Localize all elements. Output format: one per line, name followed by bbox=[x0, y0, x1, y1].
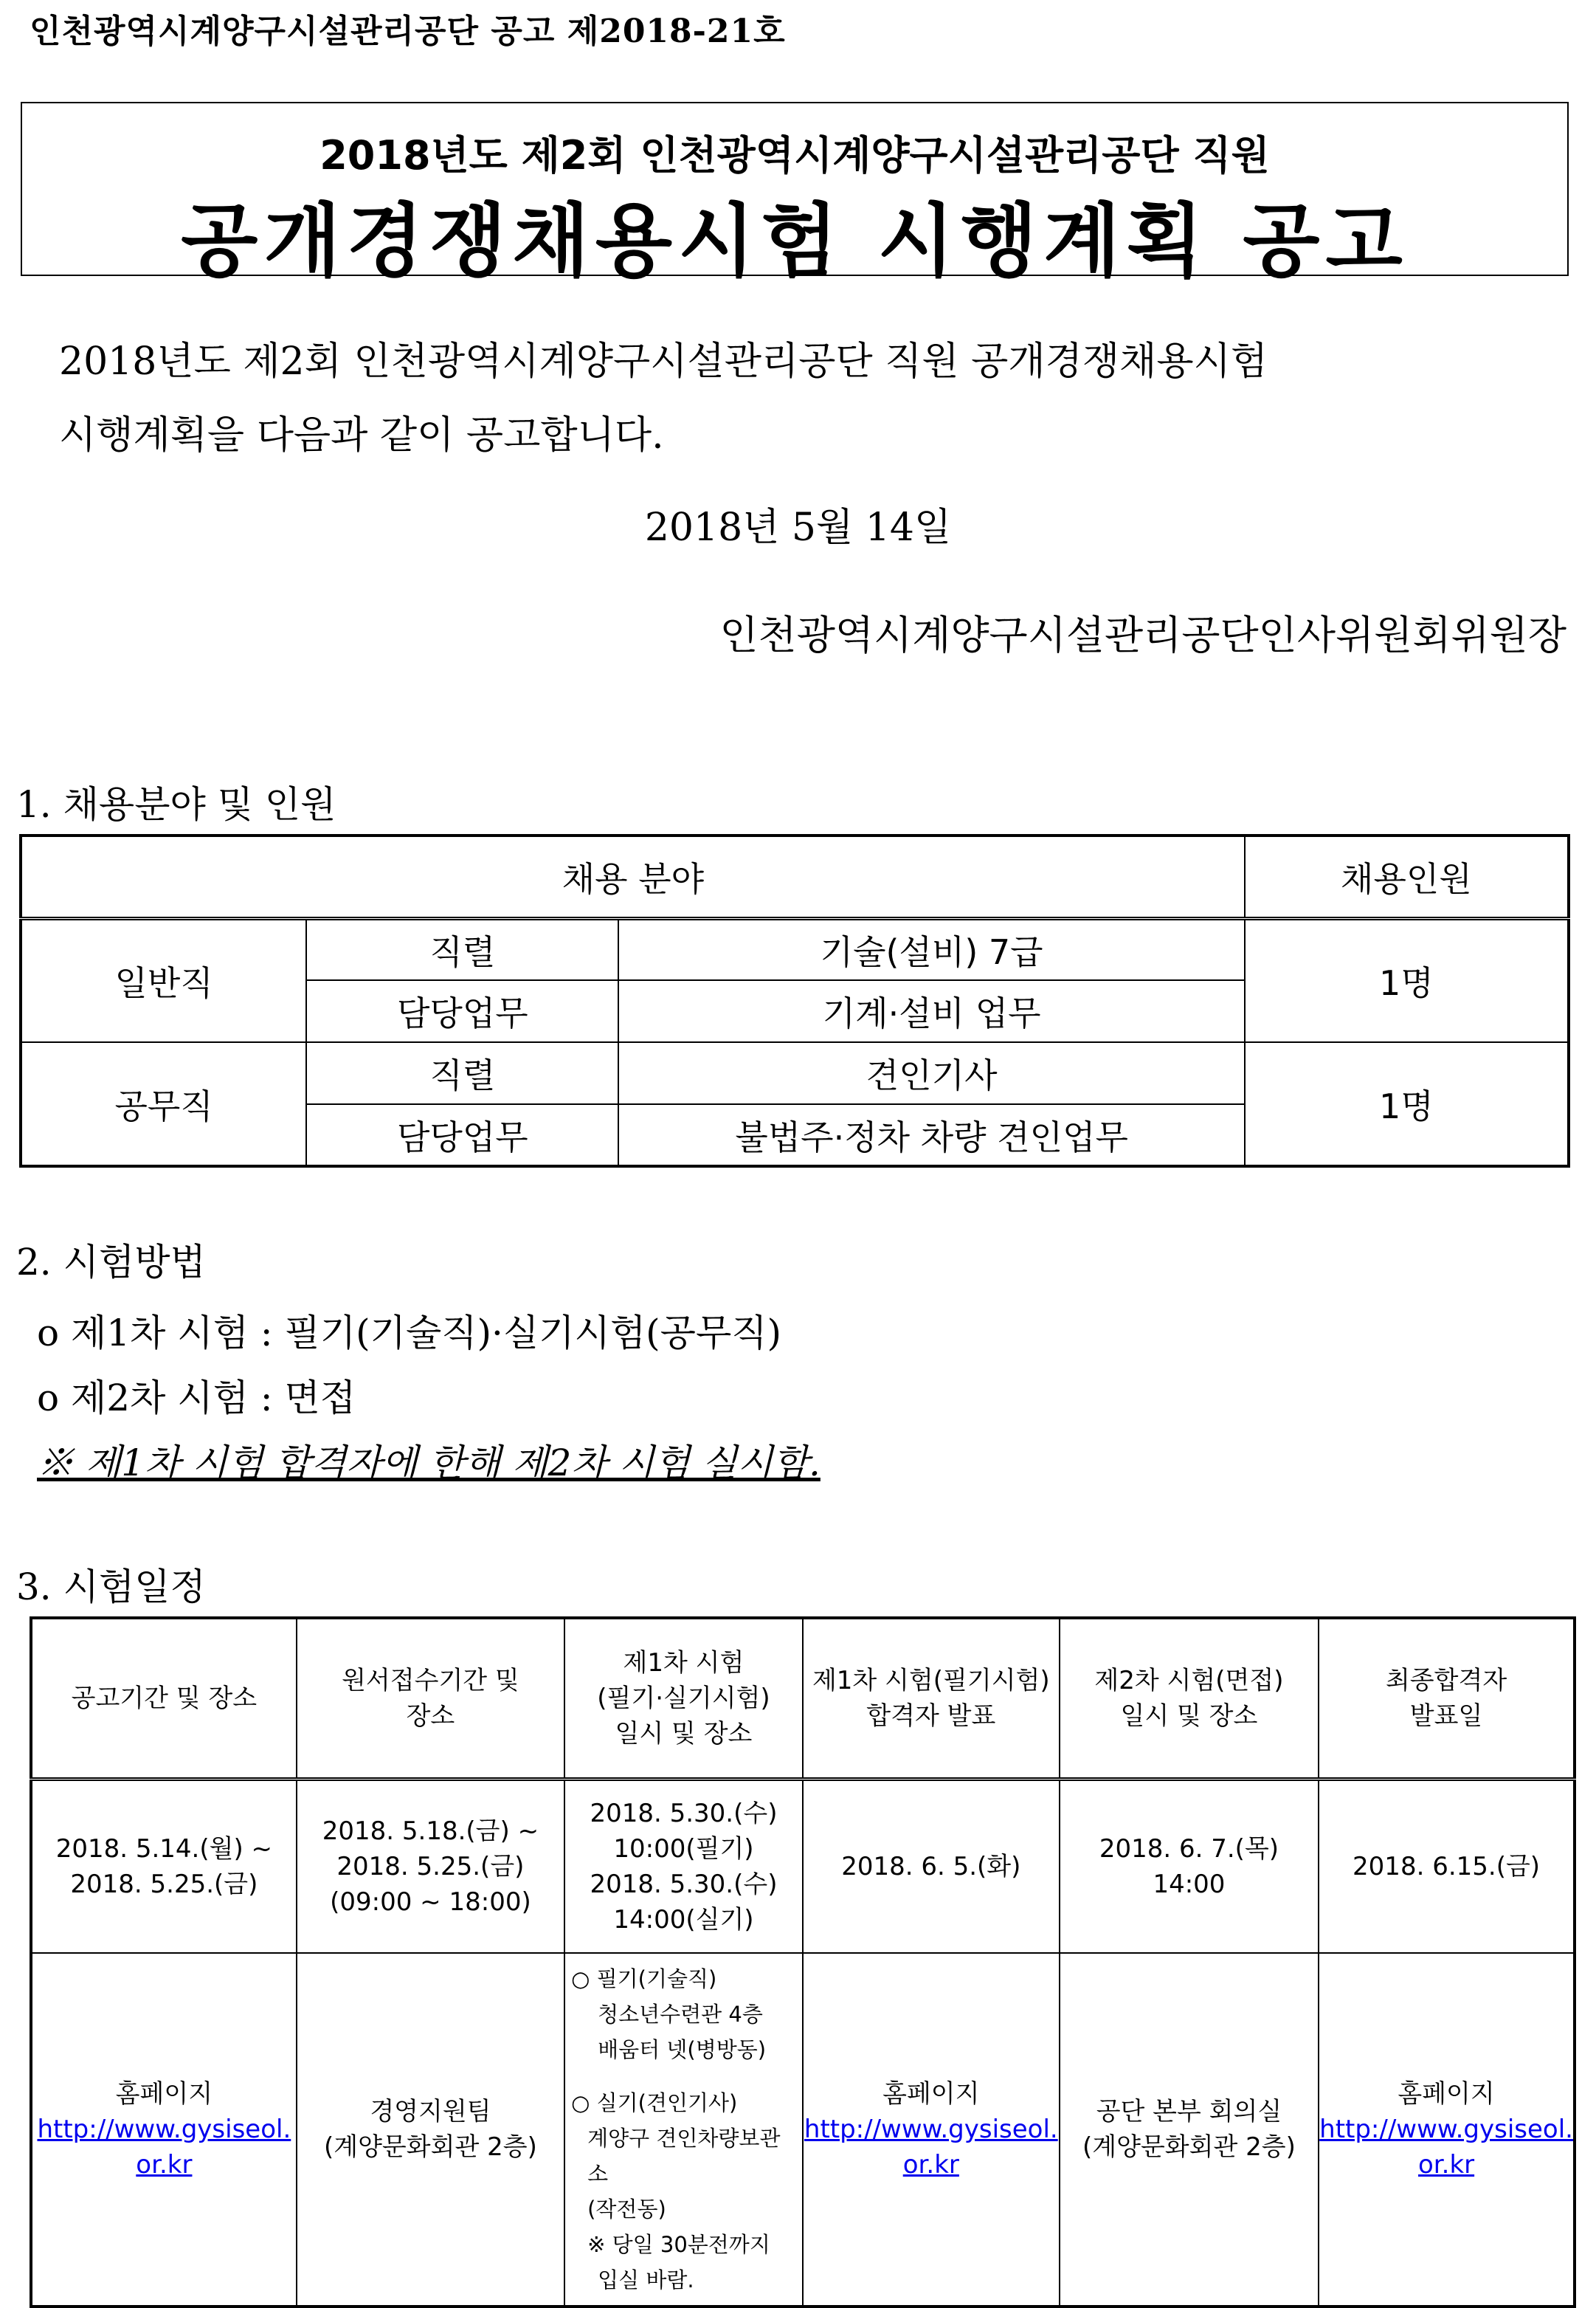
practical-exam-title: ○ 실기(견인기사) bbox=[571, 2090, 738, 2115]
date-cell: 2018. 6.15.(금) bbox=[1319, 1779, 1575, 1953]
signatory: 인천광역시계양구시설관리공단인사위원회위원장 bbox=[719, 612, 1566, 658]
intro-line1: 2018년도 제2회 인천광역시계양구시설관리공단 직원 공개경쟁채용시험 bbox=[59, 340, 1268, 384]
date-cell: 2018. 5.18.(금) ~ 2018. 5.25.(금) (09:00 ~ 18:00) bbox=[297, 1779, 564, 1953]
intro-text bbox=[59, 325, 1268, 472]
date-cell: 2018. 6. 5.(화) bbox=[803, 1779, 1060, 1953]
table-row bbox=[21, 918, 1569, 980]
table-row bbox=[21, 1042, 1569, 1104]
category-cell: 일반직 bbox=[21, 918, 306, 1042]
method-list bbox=[37, 1301, 821, 1495]
item-label: 직렬 bbox=[306, 1042, 618, 1104]
header-cell: 제2차 시험(면접) 일시 및 장소 bbox=[1060, 1618, 1319, 1779]
section1-heading: 1. 채용분야 및 인원 bbox=[16, 783, 336, 826]
date-cell: 2018. 5.14.(월) ~ 2018. 5.25.(금) bbox=[31, 1779, 297, 1953]
exam-note: ※ 당일 30분전까지 bbox=[587, 2232, 770, 2257]
item-value: 기계·설비 업무 bbox=[618, 980, 1244, 1042]
header-cell: 최종합격자 발표일 bbox=[1319, 1618, 1575, 1779]
recruitment-table bbox=[19, 834, 1570, 1168]
header-cell: 제1차 시험 (필기·실기시험) 일시 및 장소 bbox=[564, 1618, 803, 1779]
schedule-date-row bbox=[31, 1779, 1575, 1953]
item-label: 담당업무 bbox=[306, 1104, 618, 1166]
item-label: 담당업무 bbox=[306, 980, 618, 1042]
section2-heading: 2. 시험방법 bbox=[16, 1241, 206, 1284]
header-cell: 원서접수기간 및 장소 bbox=[297, 1618, 564, 1779]
written-exam-title: ○ 필기(기술직) bbox=[571, 1966, 717, 1991]
title-line1: 2018년도 제2회 인천광역시계양구시설관리공단 직원 bbox=[319, 132, 1270, 179]
item-value: 견인기사 bbox=[618, 1042, 1244, 1104]
header-count: 채용인원 bbox=[1245, 836, 1569, 918]
method-item: o 제2차 시험 : 면접 bbox=[37, 1377, 356, 1419]
place-cell: 공단 본부 회의실 (계양문화회관 2층) bbox=[1060, 1953, 1319, 2307]
date-cell: 2018. 5.30.(수) 10:00(필기) 2018. 5.30.(수) 14:00(실기) bbox=[564, 1779, 803, 1953]
homepage-link[interactable]: http://www.gysiseol. or.kr bbox=[804, 2115, 1058, 2180]
place-cell: 홈페이지 http://www.gysiseol. or.kr bbox=[31, 1953, 297, 2307]
title-box bbox=[21, 102, 1569, 288]
page-title: 공개경쟁채용시험 시행계획 공고 bbox=[181, 196, 1409, 288]
method-note: ※ 제1차 시험 합격자에 한해 제2차 시험 실시함. bbox=[37, 1441, 821, 1484]
notice-date: 2018년 5월 14일 bbox=[644, 506, 952, 550]
count-cell: 1명 bbox=[1245, 918, 1569, 1042]
schedule-table bbox=[30, 1616, 1576, 2308]
schedule-place-row bbox=[31, 1953, 1575, 2307]
intro-line2: 시행계획을 다음과 같이 공고합니다. bbox=[59, 413, 664, 458]
homepage-link[interactable]: http://www.gysiseol. or.kr bbox=[1319, 2115, 1573, 2180]
date-cell: 2018. 6. 7.(목) 14:00 bbox=[1060, 1779, 1319, 1953]
method-item: o 제1차 시험 : 필기(기술직)·실기시험(공무직) bbox=[37, 1312, 782, 1354]
schedule-header-row bbox=[31, 1618, 1575, 1779]
count-cell: 1명 bbox=[1245, 1042, 1569, 1166]
place-cell: 홈페이지 http://www.gysiseol. or.kr bbox=[1319, 1953, 1575, 2307]
section3-heading: 3. 시험일정 bbox=[16, 1565, 206, 1608]
notice-number: 인천광역시계양구시설관리공단 공고 제2018-21호 bbox=[30, 13, 786, 50]
homepage-link[interactable]: http://www.gysiseol. or.kr bbox=[37, 2115, 291, 2180]
item-value: 불법주·정차 차량 견인업무 bbox=[618, 1104, 1244, 1166]
header-cell: 제1차 시험(필기시험) 합격자 발표 bbox=[803, 1618, 1060, 1779]
place-detail-cell: ○ 필기(기술직) 청소년수련관 4층 배움터 넷(병방동) ○ 실기(견인기사) 계양구 견인차량보관소 (작전동) ※ 당일 30분전까지 입실 바람. bbox=[564, 1953, 803, 2307]
category-cell: 공무직 bbox=[21, 1042, 306, 1166]
place-cell: 경영지원팀 (계양문화회관 2층) bbox=[297, 1953, 564, 2307]
place-cell: 홈페이지 http://www.gysiseol. or.kr bbox=[803, 1953, 1060, 2307]
header-cell: 공고기간 및 장소 bbox=[31, 1618, 297, 1779]
item-value: 기술(설비) 7급 bbox=[618, 918, 1244, 980]
item-label: 직렬 bbox=[306, 918, 618, 980]
table-header-row bbox=[21, 836, 1569, 918]
header-field: 채용 분야 bbox=[21, 836, 1245, 918]
